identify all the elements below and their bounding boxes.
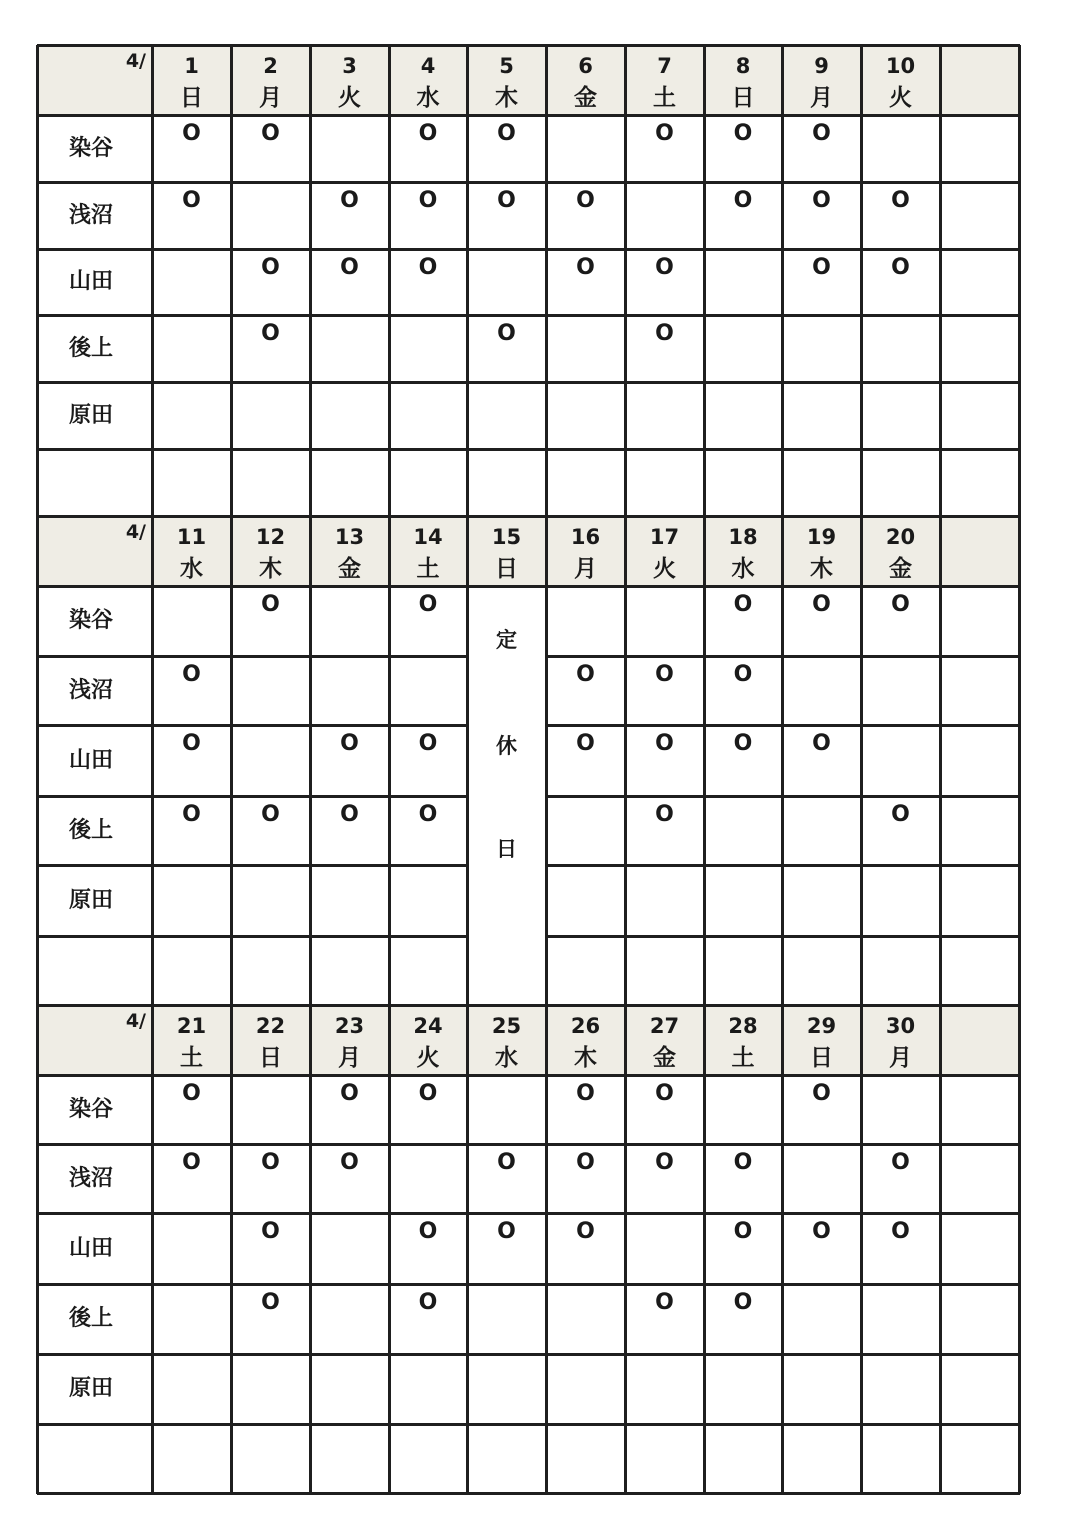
- staff-name: 山田: [69, 747, 114, 773]
- attendance-mark: O: [182, 1081, 201, 1106]
- closed-day-label: 休: [496, 734, 517, 758]
- grid-line: [860, 1005, 863, 1494]
- grid-line: [860, 516, 863, 1006]
- attendance-mark: O: [418, 592, 438, 617]
- grid-line: [37, 655, 468, 658]
- attendance-mark: O: [576, 1150, 595, 1175]
- attendance-mark: O: [418, 255, 438, 280]
- attendance-mark: O: [261, 1290, 280, 1315]
- day-number: 20: [885, 525, 916, 549]
- day-weekday: 火: [653, 556, 676, 582]
- day-number: 21: [176, 1014, 207, 1038]
- attendance-mark: O: [497, 321, 516, 346]
- grid-line: [545, 1005, 548, 1494]
- day-number: 14: [413, 525, 443, 549]
- day-number: 17: [649, 525, 680, 549]
- attendance-mark: O: [340, 188, 359, 213]
- grid-line: [388, 516, 391, 1006]
- day-weekday: 金: [574, 85, 597, 111]
- attendance-mark: O: [497, 1150, 516, 1175]
- attendance-mark: O: [891, 1219, 910, 1244]
- day-number: 27: [649, 1014, 680, 1038]
- staff-name: 後上: [69, 1306, 114, 1331]
- attendance-mark: O: [733, 731, 753, 756]
- attendance-mark: O: [261, 255, 280, 280]
- grid-line: [624, 516, 627, 1006]
- day-number: 11: [176, 525, 207, 549]
- table-left-border: [36, 45, 39, 518]
- day-number: 30: [885, 1014, 916, 1038]
- attendance-mark: O: [812, 1081, 831, 1106]
- grid-line: [309, 1005, 312, 1494]
- grid-line: [545, 516, 548, 1006]
- day-number: 8: [735, 54, 751, 78]
- day-number: 24: [413, 1014, 443, 1038]
- staff-name: 染谷: [69, 1096, 114, 1122]
- day-weekday: 日: [731, 85, 755, 111]
- day-weekday: 火: [338, 85, 361, 111]
- attendance-mark: O: [733, 188, 753, 213]
- staff-name: 山田: [69, 269, 114, 294]
- table-left-border: [36, 516, 39, 1006]
- day-number: 18: [728, 525, 758, 549]
- grid-line: [624, 45, 627, 518]
- table-top-border: [37, 515, 1020, 518]
- day-weekday: 土: [416, 556, 440, 582]
- grid-line: [37, 864, 468, 867]
- table-left-border: [36, 1005, 39, 1494]
- closed-day-label: 定: [496, 628, 517, 652]
- staff-name: 浅沼: [69, 677, 114, 703]
- day-number: 15: [491, 525, 522, 549]
- day-number: 23: [334, 1014, 365, 1038]
- grid-line: [37, 448, 1020, 451]
- attendance-mark: O: [655, 1290, 674, 1315]
- attendance-mark: O: [733, 1290, 753, 1315]
- table-top-border: [37, 1004, 1020, 1007]
- attendance-mark: O: [891, 1150, 910, 1175]
- grid-line: [37, 724, 468, 727]
- day-number: 26: [570, 1014, 601, 1038]
- attendance-mark: O: [576, 1219, 595, 1244]
- day-number: 25: [491, 1014, 522, 1038]
- grid-line: [466, 516, 469, 1006]
- day-weekday: 火: [416, 1045, 440, 1071]
- day-number: 22: [255, 1014, 286, 1038]
- day-number: 16: [570, 525, 601, 549]
- attendance-mark: O: [182, 188, 201, 213]
- attendance-mark: O: [182, 731, 201, 756]
- grid-line: [939, 1005, 942, 1494]
- attendance-mark: O: [812, 592, 831, 617]
- day-number: 12: [255, 525, 286, 549]
- closed-day-label: 日: [496, 837, 517, 861]
- grid-line: [37, 585, 1020, 588]
- grid-line: [37, 1423, 1020, 1426]
- grid-line: [230, 516, 233, 1006]
- day-weekday: 土: [731, 1045, 755, 1071]
- staff-name: 染谷: [69, 608, 114, 633]
- day-weekday: 木: [574, 1045, 597, 1071]
- grid-line: [151, 1005, 154, 1494]
- attendance-mark: O: [340, 1150, 359, 1175]
- day-number: 1: [184, 54, 199, 78]
- grid-line: [1018, 1005, 1021, 1494]
- attendance-mark: O: [733, 662, 753, 687]
- attendance-mark: O: [733, 121, 753, 146]
- staff-name: 原田: [69, 1376, 114, 1401]
- day-weekday: 月: [259, 85, 282, 111]
- day-number: 9: [814, 54, 829, 78]
- attendance-mark: O: [733, 1219, 753, 1244]
- attendance-mark: O: [576, 255, 595, 280]
- attendance-mark: O: [655, 1081, 674, 1106]
- attendance-mark: O: [418, 1081, 438, 1106]
- grid-line: [151, 45, 154, 518]
- day-weekday: 日: [810, 1045, 833, 1071]
- attendance-mark: O: [418, 1219, 438, 1244]
- day-weekday: 月: [574, 556, 597, 582]
- attendance-mark: O: [340, 1081, 359, 1106]
- grid-line: [37, 1353, 1020, 1356]
- month-label: 4/: [125, 1010, 146, 1032]
- day-number: 6: [578, 54, 593, 78]
- day-weekday: 木: [259, 556, 282, 582]
- staff-name: 原田: [69, 402, 114, 428]
- grid-line: [388, 45, 391, 518]
- grid-line: [624, 1005, 627, 1494]
- month-label: 4/: [125, 521, 146, 543]
- day-number: 5: [499, 54, 514, 78]
- attendance-mark: O: [812, 121, 831, 146]
- day-weekday: 土: [653, 85, 676, 111]
- attendance-mark: O: [261, 121, 280, 146]
- attendance-mark: O: [812, 255, 831, 280]
- attendance-mark: O: [418, 121, 438, 146]
- grid-line: [37, 795, 468, 798]
- day-weekday: 月: [889, 1045, 912, 1071]
- day-weekday: 木: [810, 556, 833, 582]
- grid-line: [466, 45, 469, 518]
- attendance-mark: O: [418, 731, 438, 756]
- grid-line: [37, 1074, 1020, 1077]
- grid-line: [939, 516, 942, 1006]
- grid-line: [781, 45, 784, 518]
- grid-line: [37, 181, 1020, 184]
- day-weekday: 日: [495, 556, 518, 582]
- attendance-mark: O: [655, 802, 674, 827]
- day-number: 28: [728, 1014, 758, 1038]
- attendance-mark: O: [340, 255, 359, 280]
- grid-line: [37, 114, 1020, 117]
- attendance-mark: O: [733, 592, 753, 617]
- staff-name: 後上: [69, 817, 114, 843]
- grid-line: [309, 45, 312, 518]
- attendance-mark: O: [655, 731, 674, 756]
- day-number: 13: [334, 525, 365, 549]
- day-weekday: 月: [338, 1045, 361, 1071]
- attendance-mark: O: [655, 255, 674, 280]
- grid-line: [388, 1005, 391, 1494]
- day-weekday: 水: [731, 556, 755, 582]
- attendance-mark: O: [182, 802, 201, 827]
- attendance-mark: O: [733, 1150, 753, 1175]
- day-number: 10: [885, 54, 916, 78]
- attendance-mark: O: [655, 662, 674, 687]
- grid-line: [37, 248, 1020, 251]
- grid-line: [37, 314, 1020, 317]
- staff-name: 山田: [69, 1235, 114, 1261]
- grid-line: [703, 45, 706, 518]
- attendance-mark: O: [418, 802, 438, 827]
- day-weekday: 月: [810, 85, 833, 111]
- day-weekday: 水: [416, 85, 440, 111]
- attendance-mark: O: [655, 121, 674, 146]
- grid-line: [466, 1005, 469, 1494]
- day-number: 2: [263, 54, 278, 78]
- grid-line: [781, 1005, 784, 1494]
- day-weekday: 土: [180, 1045, 203, 1071]
- day-weekday: 水: [180, 556, 203, 582]
- day-weekday: 金: [338, 556, 361, 582]
- day-number: 3: [342, 54, 357, 78]
- day-weekday: 日: [259, 1045, 282, 1071]
- attendance-mark: O: [261, 321, 280, 346]
- attendance-mark: O: [891, 255, 910, 280]
- grid-line: [939, 45, 942, 518]
- attendance-mark: O: [576, 731, 595, 756]
- attendance-mark: O: [891, 592, 910, 617]
- attendance-mark: O: [497, 188, 516, 213]
- attendance-mark: O: [418, 1290, 438, 1315]
- attendance-mark: O: [576, 1081, 595, 1106]
- staff-name: 原田: [69, 887, 114, 913]
- grid-line: [37, 935, 468, 938]
- attendance-mark: O: [340, 802, 359, 827]
- attendance-mark: O: [812, 188, 831, 213]
- grid-line: [1018, 516, 1021, 1006]
- grid-line: [230, 45, 233, 518]
- day-weekday: 日: [180, 85, 203, 111]
- attendance-mark: O: [497, 1219, 516, 1244]
- grid-line: [860, 45, 863, 518]
- attendance-mark: O: [182, 121, 201, 146]
- day-weekday: 金: [889, 556, 912, 582]
- attendance-mark: O: [891, 188, 910, 213]
- day-weekday: 火: [889, 85, 912, 111]
- day-number: 7: [657, 54, 672, 78]
- grid-line: [703, 516, 706, 1006]
- grid-line: [230, 1005, 233, 1494]
- attendance-mark: O: [261, 1150, 280, 1175]
- grid-line: [37, 381, 1020, 384]
- staff-name: 染谷: [69, 135, 114, 161]
- grid-line: [1018, 45, 1021, 518]
- attendance-mark: O: [497, 121, 516, 146]
- attendance-mark: O: [261, 592, 280, 617]
- day-number: 29: [806, 1014, 837, 1038]
- grid-line: [37, 1212, 1020, 1215]
- day-weekday: 水: [495, 1045, 518, 1071]
- grid-line: [781, 516, 784, 1006]
- grid-line: [545, 45, 548, 518]
- attendance-mark: O: [182, 1150, 201, 1175]
- month-label: 4/: [125, 50, 146, 72]
- grid-line: [37, 1492, 1020, 1495]
- grid-line: [309, 516, 312, 1006]
- day-weekday: 金: [653, 1045, 676, 1071]
- staff-name: 後上: [69, 335, 114, 361]
- staff-name: 浅沼: [69, 1165, 114, 1191]
- attendance-mark: O: [655, 1150, 674, 1175]
- attendance-mark: O: [261, 802, 280, 827]
- attendance-mark: O: [576, 188, 595, 213]
- grid-line: [37, 1283, 1020, 1286]
- day-number: 19: [806, 525, 837, 549]
- day-weekday: 木: [495, 85, 518, 111]
- day-number: 4: [420, 54, 436, 78]
- attendance-mark: O: [891, 802, 910, 827]
- grid-line: [151, 516, 154, 1006]
- grid-line: [37, 1143, 1020, 1146]
- attendance-mark: O: [182, 662, 201, 687]
- attendance-mark: O: [261, 1219, 280, 1244]
- attendance-mark: O: [418, 188, 438, 213]
- staff-name: 浅沼: [69, 202, 114, 228]
- attendance-mark: O: [340, 731, 359, 756]
- attendance-mark: O: [655, 321, 674, 346]
- grid-line: [703, 1005, 706, 1494]
- table-top-border: [37, 44, 1020, 47]
- attendance-mark: O: [812, 1219, 831, 1244]
- attendance-mark: O: [576, 662, 595, 687]
- attendance-mark: O: [812, 731, 831, 756]
